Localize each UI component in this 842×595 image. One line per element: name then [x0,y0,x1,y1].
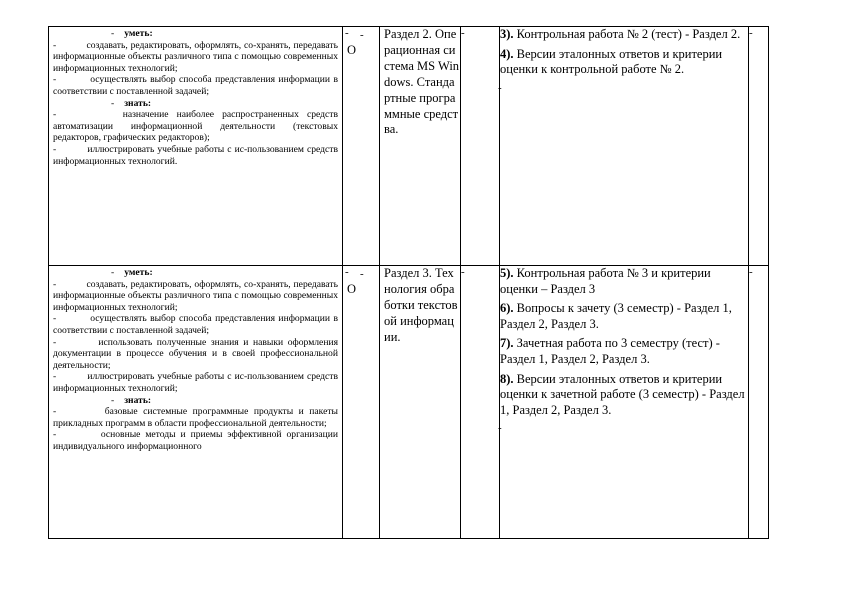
empty-cell [461,266,500,539]
bullet-text: основные методы и приемы эффективной организации индивидуального информационного [53,429,338,452]
bullet-text: создавать, редактировать, оформлять, со-хранять, передавать информационные объекты различного типа с помощью современных информационных технологий; [53,39,338,74]
dash-mark: - [749,27,753,39]
dash-mark: - [461,266,465,278]
dash-mark: - [345,266,349,278]
bullet-text: иллюстрировать учебные работы с ис-пользованием средств информационных технологий; [53,371,338,394]
table-row [49,27,769,266]
dash-mark: - [498,81,502,94]
section-title: Раздел 2. Операционная система MS Windows. Стандартные программные средства. [384,27,460,137]
bullet-text: использовать полученные знания и навыки оформления документации в процессе обучения и в своей профессиональной деятельности; [53,336,338,371]
competence-cell: - уметь: - создавать, редактировать, оформлять, со-хранять, передавать информационные объекты различного типа с помощью современных информационных технологий; - осуществлять выбор способа представления информации в соответствии с поставленной задачей; - знать: - назначение наиболее распространенных средств автоматизации информационной деятельности (текстовых редакторов, графических редакторов); - иллюстрировать учебные работы с ис-пользованием средств информационных технологий. [49,27,343,266]
list-item: 7). Зачетная работа по 3 семестру (тест) - Раздел 1, Раздел 2, Раздел 3. [500,336,720,366]
skills-heading: уметь: [124,28,153,39]
skills-heading: уметь: [124,267,153,278]
assessment-cell [500,27,749,266]
list-item: 3). Контрольная работа № 2 (тест) - Раздел 2. [500,27,741,41]
mark-cell [343,27,380,266]
bullet-text: осуществлять выбор способа представления информации в соответствии с поставленной задачей; [53,74,338,97]
bullet-text: базовые системные программные продукты и пакеты прикладных программ в области профессиональной деятельности; [53,406,338,429]
knowledge-heading: знать: [124,97,152,109]
bullet-text: создавать, редактировать, оформлять, со-хранять, передавать информационные объекты различного типа с помощью современных информационных технологий; [53,278,338,313]
table-row [49,266,769,539]
dash-mark: - [498,422,502,435]
section-title: Раздел 3. Технология обработки текстовой информации. [384,266,458,344]
section-cell [360,266,461,539]
mark-cell [343,266,380,539]
dash-mark: - [360,268,364,280]
bullet-text: осуществлять выбор способа представления информации в соответствии с поставленной задачей; [53,313,338,336]
empty-cell [749,27,769,266]
dash-mark: - [360,29,364,41]
dash-mark: - [461,27,465,39]
section-cell [360,27,461,266]
o-mark: О [347,282,357,296]
competence-cell: - уметь: - создавать, редактировать, оформлять, со-хранять, передавать информационные объекты различного типа с помощью современных информационных технологий; - осуществлять выбор способа представления информации в соответствии с поставленной задачей; - использовать полученные знания и навыки оформления документации в процессе обучения и в своей профессиональной деятельности; - иллюстрировать учебные работы с ис-пользованием средств информационных технологий; - знать: - базовые системные программные продукты и пакеты прикладных программ в области профессиональной деятельности; - основные методы и приемы эффективной организации индивидуального информационного [49,266,343,539]
bullet-text: назначение наиболее распространенных средств автоматизации информационной деятельности (текстовых редакторов, графических редакторов); [53,109,338,144]
list-item: 4). Версии эталонных ответов и критерии оценки к контрольной работе № 2. [500,46,723,77]
dash-mark: - [749,266,753,278]
o-mark: О [347,43,357,57]
list-item: 6). Вопросы к зачету (3 семестр) - Раздел 1, Раздел 2, Раздел 3. [500,301,732,331]
bullet-text: иллюстрировать учебные работы с ис-пользованием средств информационных технологий. [53,143,338,167]
empty-cell [749,266,769,539]
list-item: 8). Версии эталонных ответов и критерии оценки к зачетной работе (3 семестр) - Раздел 1, Раздел 2, Раздел 3. [500,371,745,417]
knowledge-heading: знать: [124,394,152,406]
empty-cell [461,27,500,266]
list-item: 5). Контрольная работа № 3 и критерии оценки – Раздел 3 [500,266,711,296]
competence-table [48,26,769,539]
dash-mark: - [345,27,349,39]
assessment-cell [500,266,749,539]
